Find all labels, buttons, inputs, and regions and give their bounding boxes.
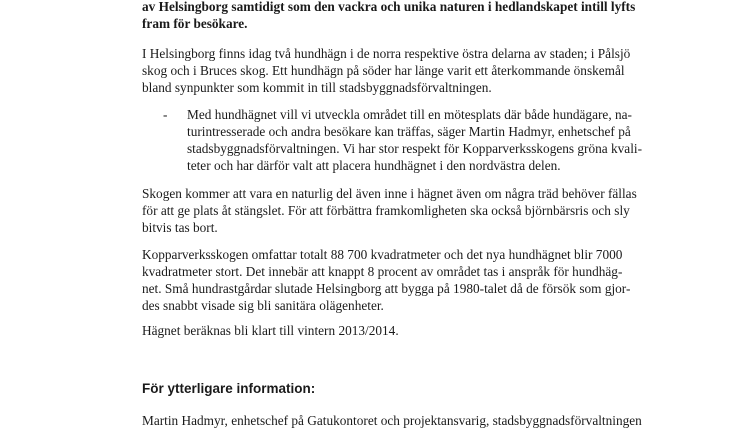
lead-line-2: fram för besökare. xyxy=(142,16,248,31)
quote-line-1: Med hundhägnet vill vi utveckla området till en mötesplats där både hundägare, na- xyxy=(187,107,632,122)
quote-line-2: turintresserade och andra besökare kan träffas, säger Martin Hadmyr, enhetschef på xyxy=(187,124,631,139)
para3-line-4: des snabbt visade sig bli sanitära olägenheter. xyxy=(142,298,384,313)
lead-line-1: av Helsingborg samtidigt som den vackra och unika naturen i hedlandskapet intill lyfts xyxy=(142,0,636,14)
para1-line-3: bland synpunkter som kommit in till stadsbyggnadsförvaltningen. xyxy=(142,80,492,95)
para3-line-2: kvadratmeter stort. Det innebär att knappt 8 procent av området tas i anspråk för hundhäg- xyxy=(142,264,623,279)
para3-line-3: net. Små hundrastgårdar slutade Helsingborg att bygga på 1980-talet då de försök som gjor- xyxy=(142,281,631,296)
contact-line-partial: Martin Hadmyr, enhetschef på Gatukontoret och projektansvarig, stadsbyggnadsförvaltningen xyxy=(142,413,642,428)
para1-line-2: skog och i Bruces skog. Ett hundhägn på söder har länge varit ett återkommande önskemål xyxy=(142,63,625,78)
para3-line-1: Kopparverksskogen omfattar totalt 88 700 kvadratmeter och det nya hundhägnet blir 7000 xyxy=(142,247,623,262)
quote-dash: - xyxy=(163,107,168,122)
para2-line-1: Skogen kommer att vara en naturlig del även inne i hägnet även om några träd behöver fällas xyxy=(142,186,637,201)
info-heading: För ytterligare information: xyxy=(142,381,316,396)
para4-line: Hägnet beräknas bli klart till vintern 2013/2014. xyxy=(142,323,399,338)
quote-line-3: stadsbyggnadsförvaltningen. Vi har stor respekt för Kopparverksskogens gröna kvali- xyxy=(187,141,643,156)
para2-line-3: bitvis tas bort. xyxy=(142,220,218,235)
para1-line-1: I Helsingborg finns idag två hundhägn i de norra respektive östra delarna av staden; i Pålsjö xyxy=(142,46,631,61)
para2-line-2: för att ge plats åt stängslet. För att förbättra framkomligheten ska också björnbärsris och sly xyxy=(142,203,630,218)
quote-line-4: teter och har därför valt att placera hundhägnet i den nordvästra delen. xyxy=(187,158,561,173)
